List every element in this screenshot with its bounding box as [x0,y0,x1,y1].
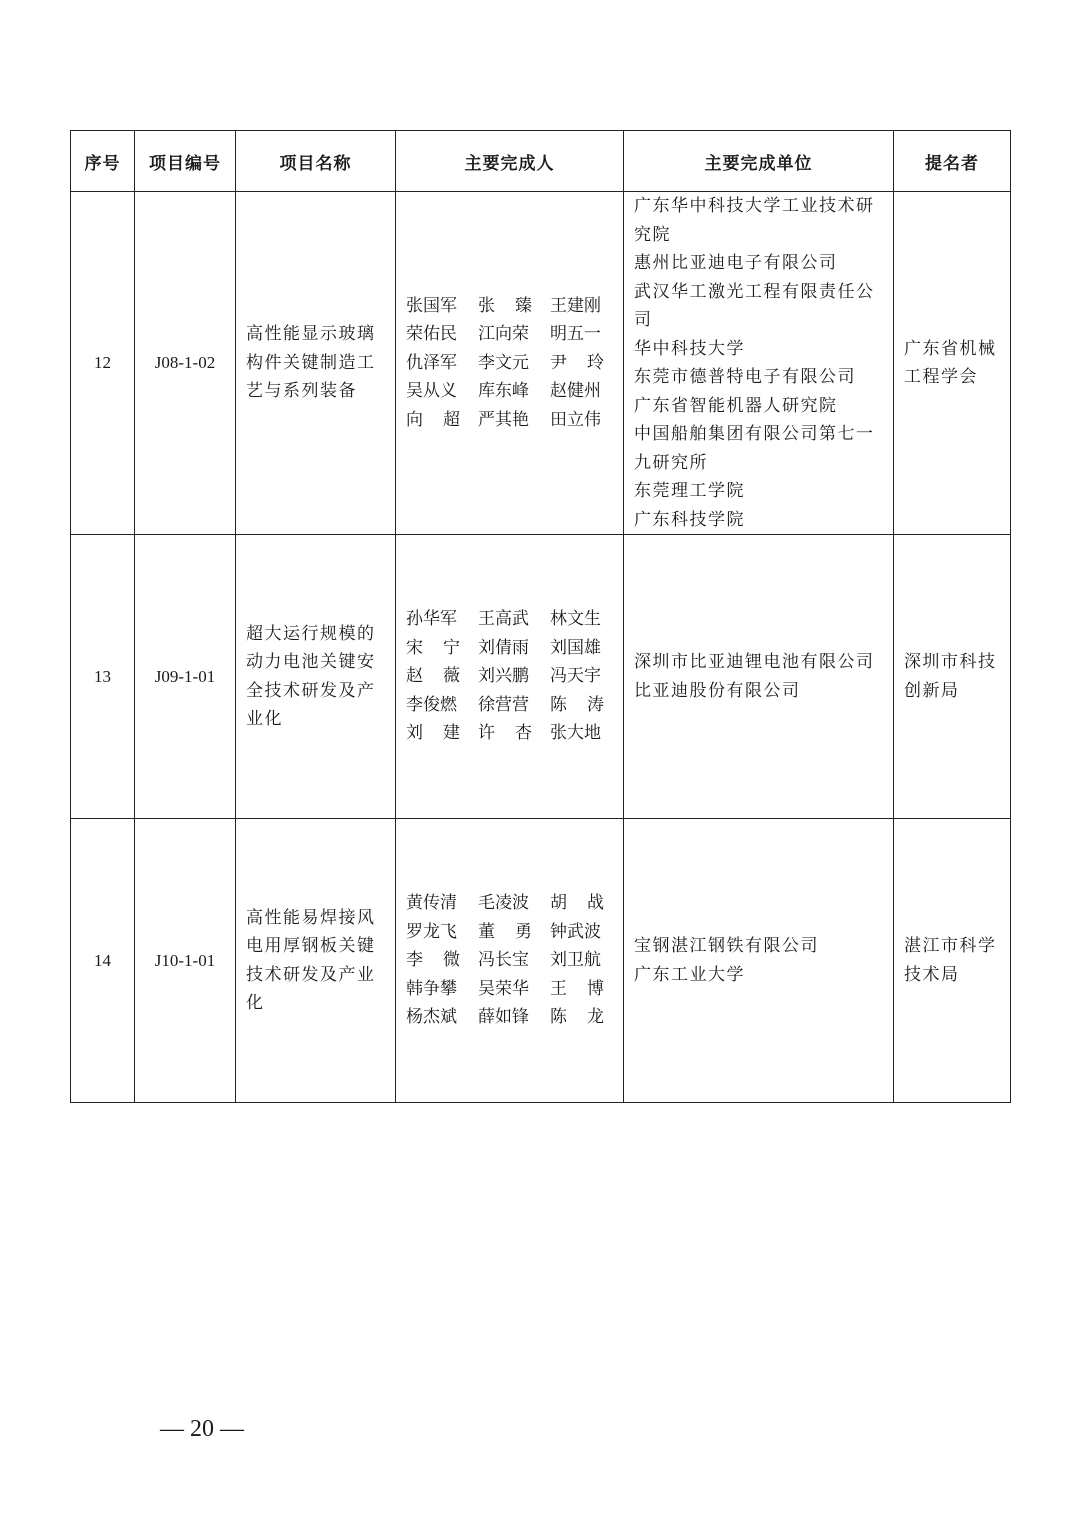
row-people-cell [396,819,624,1103]
person-name: 董 勇 [478,921,532,942]
row-index: 12 [71,192,135,535]
unit-line: 深圳市比亚迪锂电池有限公司 [634,652,875,672]
person-name: 向 超 [406,409,460,430]
person-name: 韩争攀 [406,978,457,999]
person-name: 李文元 [478,352,529,373]
person-name: 林文生 [550,609,601,630]
person-name: 张 臻 [478,295,532,316]
unit-line: 九研究所 [634,452,708,473]
row-nominator: 深圳市科技创新局 [904,652,997,701]
table-row [71,819,1011,1103]
row-nominator-cell [894,819,1011,1103]
header-row [71,131,1011,192]
person-name: 明五一 [550,324,601,345]
person-name: 孙华军 [406,609,457,630]
units-list [634,192,883,534]
unit-line: 广东工业大学 [634,964,745,985]
people-grid [406,605,623,748]
unit-line: 东莞理工学院 [634,481,745,501]
person-name: 李俊燃 [406,694,457,715]
person-name: 赵 薇 [406,666,460,687]
units-list [634,932,883,989]
person-name: 吴从义 [406,381,457,402]
row-name: 高性能显示玻璃构件关键制造工艺与系列装备 [246,324,376,402]
row-name-cell [236,819,396,1103]
row-name: 高性能易焊接风电用厚钢板关键技术研发及产业化 [246,907,376,1013]
unit-line: 惠州比亚迪电子有限公司 [634,253,838,273]
unit-line: 广东省智能机器人研究院 [634,395,838,416]
person-name: 严其艳 [478,409,529,430]
row-units-cell [624,819,894,1103]
person-name: 罗龙飞 [406,921,457,942]
person-name: 冯天宇 [550,666,601,687]
header-index: 序号 [71,131,135,192]
person-name: 王建刚 [550,295,601,316]
person-name: 吴荣华 [478,978,529,999]
header-nominator: 提名者 [894,131,1011,192]
person-name: 江向荣 [478,324,529,345]
person-name: 陈 涛 [550,694,604,715]
unit-line: 武汉华工激光工程有限责任公 [634,281,875,302]
person-name: 李 微 [406,950,460,971]
person-name: 刘倩雨 [478,637,529,658]
row-nominator-cell [894,192,1011,535]
person-name: 毛凌波 [478,893,529,914]
person-name: 田立伟 [550,409,601,430]
unit-line: 司 [634,310,653,330]
person-name: 钟武波 [550,921,601,942]
person-name: 赵健州 [550,381,601,402]
row-people-cell [396,535,624,819]
people-grid [406,292,623,435]
row-code: J09-1-01 [135,535,236,819]
person-name: 陈 龙 [550,1007,604,1028]
person-name: 仇泽军 [406,352,457,373]
row-nominator: 广东省机械工程学会 [904,338,997,387]
person-name: 薛如锋 [478,1007,529,1028]
unit-line: 中国船舶集团有限公司第七一 [634,424,875,444]
person-name: 冯长宝 [478,950,529,971]
unit-line: 华中科技大学 [634,338,745,359]
table-row [71,535,1011,819]
person-name: 尹 玲 [550,352,604,373]
unit-line: 究院 [634,224,671,245]
unit-line: 宝钢湛江钢铁有限公司 [634,936,819,956]
unit-line: 广东科技学院 [634,509,745,530]
person-name: 张大地 [550,723,601,744]
row-units-cell [624,192,894,535]
person-name: 刘卫航 [550,950,601,971]
people-grid [406,889,623,1032]
row-units-cell [624,535,894,819]
person-name: 许 杏 [478,723,532,744]
row-name-cell [236,535,396,819]
row-index: 13 [71,535,135,819]
person-name: 张国军 [406,295,457,316]
person-name: 库东峰 [478,381,529,402]
unit-line: 比亚迪股份有限公司 [634,680,801,701]
person-name: 杨杰斌 [406,1007,457,1028]
person-name: 胡 战 [550,893,604,914]
row-code: J08-1-02 [135,192,236,535]
person-name: 黄传清 [406,893,457,914]
row-nominator-cell [894,535,1011,819]
table-body [71,192,1011,1103]
person-name: 荣佑民 [406,324,457,345]
person-name: 王高武 [478,609,529,630]
row-name-cell [236,192,396,535]
awards-table [70,130,1011,1103]
person-name: 刘兴鹏 [478,666,529,687]
units-list [634,648,883,705]
header-people: 主要完成人 [396,131,624,192]
row-index: 14 [71,819,135,1103]
header-units: 主要完成单位 [624,131,894,192]
person-name: 刘 建 [406,723,460,744]
header-name: 项目名称 [236,131,396,192]
table-row [71,192,1011,535]
person-name: 徐营营 [478,694,529,715]
row-people-cell [396,192,624,535]
row-code: J10-1-01 [135,819,236,1103]
page-number: — 20 — [160,1416,244,1442]
unit-line: 东莞市德普特电子有限公司 [634,367,856,387]
row-name: 超大运行规模的动力电池关键安全技术研发及产业化 [246,623,376,729]
person-name: 王 博 [550,978,604,999]
person-name: 刘国雄 [550,637,601,658]
person-name: 宋 宁 [406,637,460,658]
unit-line: 广东华中科技大学工业技术研 [634,196,875,216]
row-nominator: 湛江市科学技术局 [904,936,997,985]
table-header [71,131,1011,192]
header-code: 项目编号 [135,131,236,192]
